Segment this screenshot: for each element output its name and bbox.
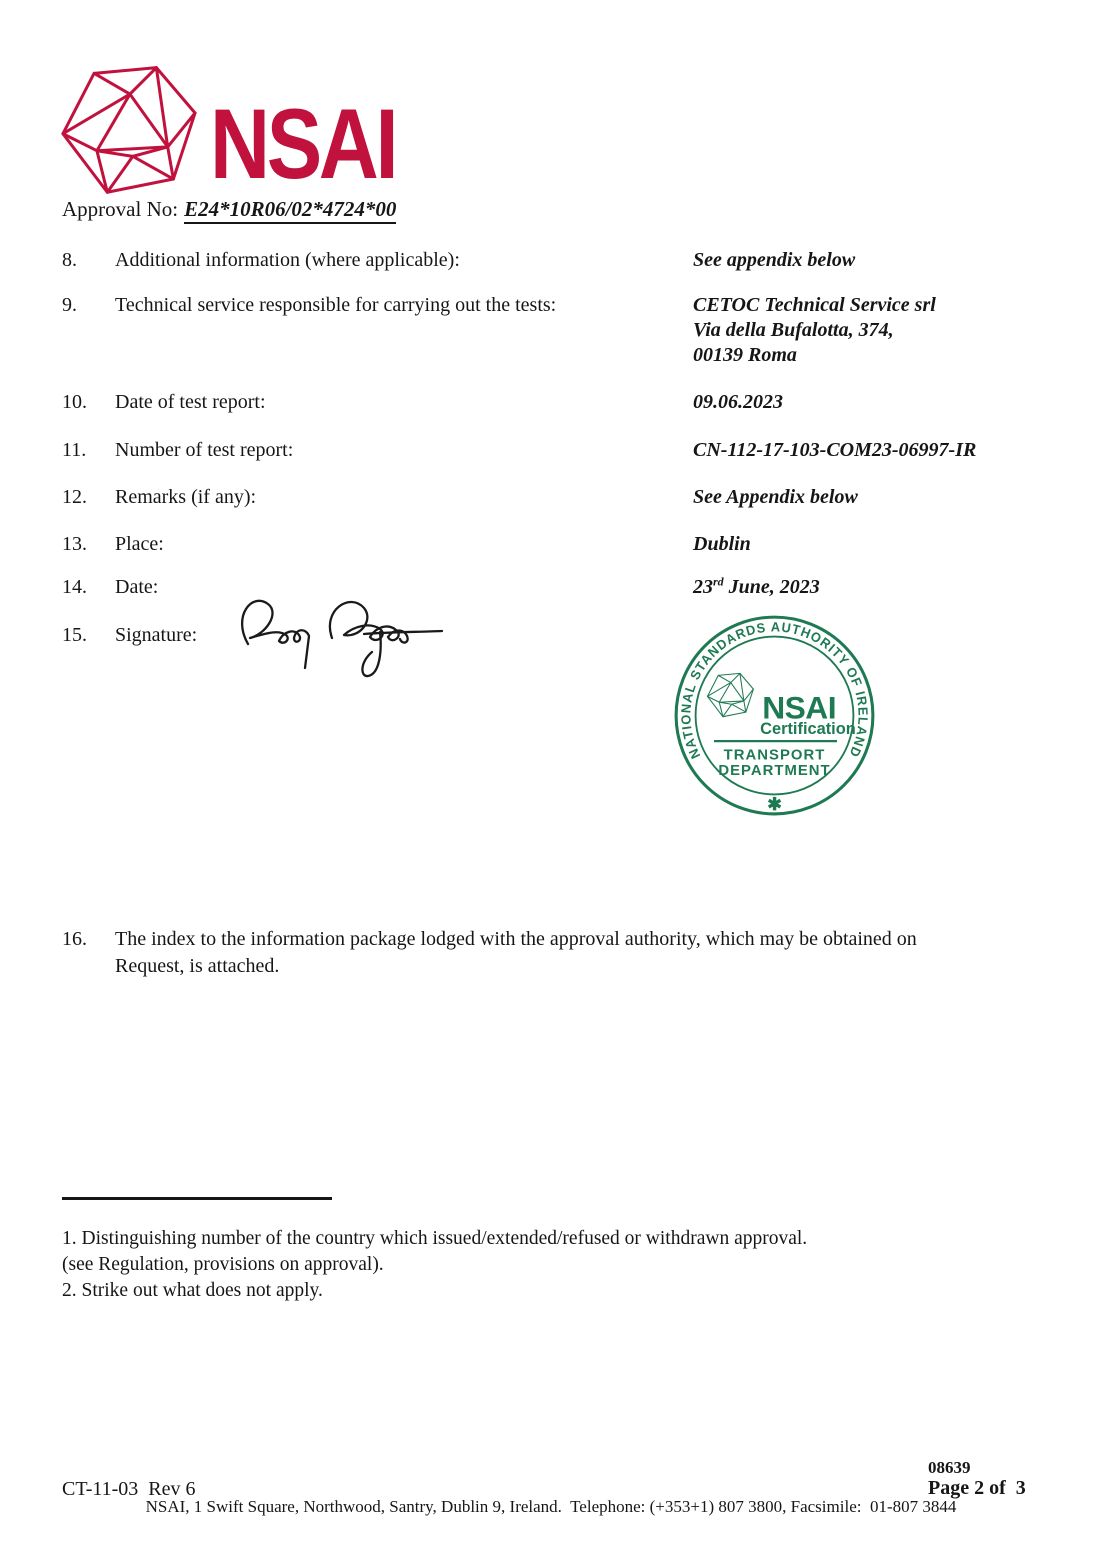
nsai-certification-stamp — [672, 613, 877, 818]
item-number: 13. — [62, 533, 87, 555]
approval-number: E24*10R06/02*4724*00 — [184, 197, 396, 224]
footnote-divider — [62, 1197, 332, 1200]
page-number: Page 2 of 3 — [928, 1477, 1026, 1499]
item-number: 16. — [62, 928, 87, 950]
item-label: Place: — [115, 533, 164, 555]
item-value: See Appendix below — [693, 486, 858, 508]
item-number: 12. — [62, 486, 87, 508]
stamp-polyhedron-icon — [707, 673, 753, 716]
nsai-logo-icon — [58, 62, 200, 196]
footnote-1: 1. Distinguishing number of the country which issued/extended/refused or withdrawn approval. — [62, 1228, 808, 1249]
item-value — [693, 575, 1083, 600]
item-label: Signature: — [115, 624, 198, 646]
item-number: 9. — [62, 294, 77, 316]
footnote-2: 2. Strike out what does not apply. — [62, 1280, 323, 1301]
technical-service-name: CETOC Technical Service srl — [693, 294, 936, 316]
item-number: 10. — [62, 391, 87, 413]
stamp-subtitle: Certification — [760, 719, 856, 738]
stamp-wordmark: NSAI — [762, 689, 837, 726]
stamp-serial-number: 08639 — [928, 1458, 971, 1477]
item-value: See appendix below — [693, 249, 856, 271]
item-value: CN-112-17-103-COM23-06997-IR — [693, 439, 977, 461]
footnotes — [62, 1226, 807, 1304]
footnote-1-continued: (see Regulation, provisions on approval). — [62, 1254, 384, 1275]
item-label: Additional information (where applicable): — [115, 249, 460, 271]
item-label: Date of test report: — [115, 391, 266, 413]
footer-address: NSAI, 1 Swift Square, Northwood, Santry, Dublin 9, Ireland. Telephone: (+353+1) 807 3800, Facsimile: 01-807 3844 — [145, 1497, 957, 1516]
item-label: Remarks (if any): — [115, 486, 257, 508]
item-value: 09.06.2023 — [693, 391, 783, 413]
stamp-department-line2: DEPARTMENT — [718, 762, 831, 779]
date-rest: June, 2023 — [723, 576, 820, 598]
item-16-line1: The index to the information package lodged with the approval authority, which may be obtained on — [115, 928, 917, 950]
item-number: 11. — [62, 439, 87, 461]
approval-label: Approval No: — [62, 197, 179, 221]
approval-number-line — [62, 196, 396, 222]
item-value — [693, 293, 1083, 368]
stamp-department-line1: TRANSPORT — [723, 747, 826, 764]
item-label: Number of test report: — [115, 439, 294, 461]
item-number: 8. — [62, 249, 77, 271]
date-ordinal: rd — [713, 574, 724, 589]
stamp-ring-text: NATIONAL STANDARDS AUTHORITY OF IRELAND — [678, 619, 871, 762]
technical-service-street: Via della Bufalotta, 374, — [693, 319, 894, 341]
technical-service-city: 00139 Roma — [693, 344, 797, 366]
date-day: 23 — [693, 576, 713, 598]
item-label: Technical service responsible for carrying out the tests: — [115, 294, 557, 316]
stamp-asterisk-icon: ✱ — [767, 793, 782, 814]
document-reference: CT-11-03 Rev 6 — [62, 1478, 196, 1500]
item-number: 15. — [62, 624, 87, 646]
item-value: Dublin — [693, 533, 751, 555]
item-label — [115, 926, 965, 980]
signature-image — [210, 582, 448, 682]
nsai-wordmark: NSAI — [210, 88, 396, 199]
item-16-line2: Request, is attached. — [115, 955, 280, 977]
item-number: 14. — [62, 576, 87, 598]
item-label: Date: — [115, 576, 159, 598]
